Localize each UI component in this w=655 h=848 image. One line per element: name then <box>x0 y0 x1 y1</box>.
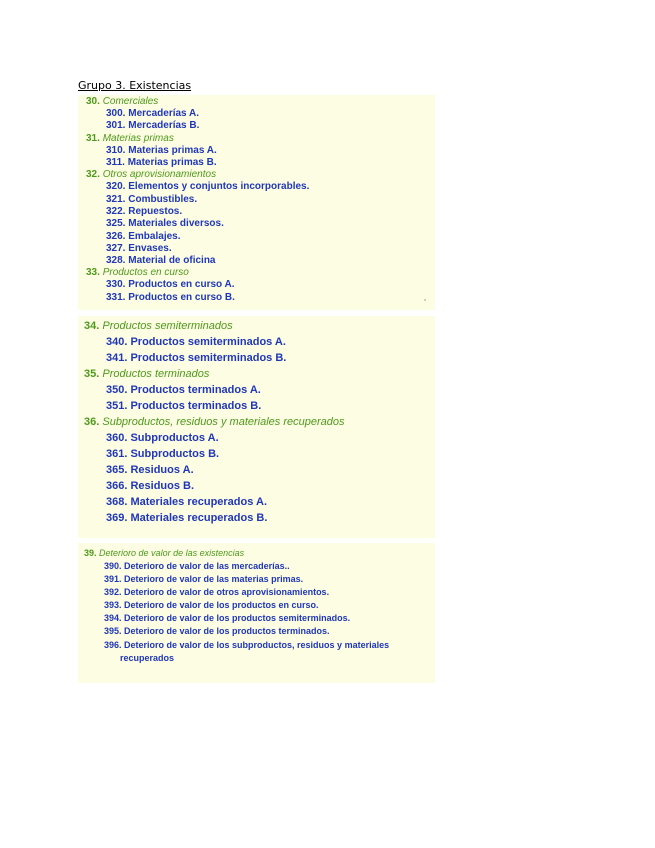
group-30: 30. Comerciales <box>86 96 159 107</box>
account-330: 330. Productos en curso A. <box>106 279 235 290</box>
page-title: Grupo 3. Existencias <box>78 79 192 92</box>
account-321: 321. Combustibles. <box>106 194 198 205</box>
group-39: 39. Deterioro de valor de las existencias <box>84 548 245 558</box>
account-328: 328. Material de oficina <box>106 255 216 266</box>
group-32: 32. Otros aprovisionamientos <box>86 169 217 180</box>
account-341: 341. Productos semiterminados B. <box>106 352 287 364</box>
account-365: 365. Residuos A. <box>106 464 194 476</box>
account-311: 311. Materias primas B. <box>106 157 217 168</box>
account-350: 350. Productos terminados A. <box>106 384 261 396</box>
account-351: 351. Productos terminados B. <box>106 400 262 412</box>
group-36: 36. Subproductos, residuos y materiales recuperados <box>84 416 345 428</box>
inventory-box-impairment <box>78 543 435 683</box>
account-391: 391. Deterioro de valor de las materias primas. <box>104 574 304 584</box>
account-396-continuation: recuperados <box>120 653 175 663</box>
account-395: 395. Deterioro de valor de los productos terminados. <box>104 626 330 636</box>
account-310: 310. Materias primas A. <box>106 145 217 156</box>
account-325: 325. Materiales diversos. <box>106 218 224 229</box>
group-34: 34. Productos semiterminados <box>84 320 233 332</box>
account-301: 301. Mercaderías B. <box>106 120 200 131</box>
account-320: 320. Elementos y conjuntos incorporables. <box>106 181 310 192</box>
group-35: 35. Productos terminados <box>84 368 210 380</box>
inventory-box-products <box>78 316 435 538</box>
account-322: 322. Repuestos. <box>106 206 183 217</box>
inventory-box-commercial <box>78 95 435 310</box>
group-31: 31. Materias primas <box>86 133 174 144</box>
account-396: 396. Deterioro de valor de los subproductos, residuos y materiales <box>104 640 390 650</box>
account-393: 393. Deterioro de valor de los productos en curso. <box>104 600 319 610</box>
account-392: 392. Deterioro de valor de otros aprovisionamientos. <box>104 587 330 597</box>
account-390: 390. Deterioro de valor de las mercaderías.. <box>104 561 290 571</box>
group-33: 33. Productos en curso <box>86 267 189 278</box>
account-327: 327. Envases. <box>106 243 172 254</box>
account-360: 360. Subproductos A. <box>106 432 219 444</box>
account-368: 368. Materiales recuperados A. <box>106 496 268 508</box>
account-326: 326. Embalajes. <box>106 231 181 242</box>
account-369: 369. Materiales recuperados B. <box>106 512 268 524</box>
stray-mark: , <box>424 295 426 302</box>
account-361: 361. Subproductos B. <box>106 448 220 460</box>
account-394: 394. Deterioro de valor de los productos semiterminados. <box>104 613 351 623</box>
account-331: 331. Productos en curso B. <box>106 292 235 303</box>
account-366: 366. Residuos B. <box>106 480 195 492</box>
account-300: 300. Mercaderías A. <box>106 108 200 119</box>
account-340: 340. Productos semiterminados A. <box>106 336 286 348</box>
